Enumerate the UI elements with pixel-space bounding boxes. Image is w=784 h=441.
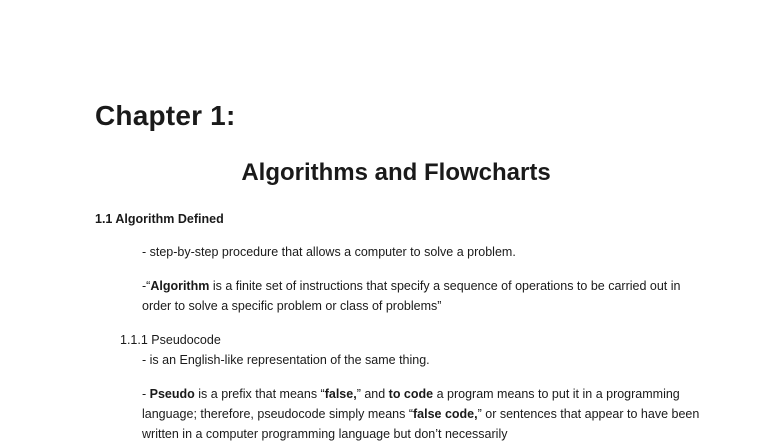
paragraph-pseudocode-definition: - is an English-like representation of the same thing. (142, 353, 430, 367)
chapter-subtitle: Algorithms and Flowcharts (241, 159, 551, 186)
term-to-code: to code (388, 387, 434, 401)
term-pseudo: Pseudo (149, 387, 195, 401)
chapter-title: Chapter 1: (95, 100, 236, 131)
term-false: false, (324, 387, 357, 401)
quote-prefix: -“ (142, 279, 151, 293)
paragraph-pseudocode-explanation (142, 384, 702, 441)
text-segment: - (142, 387, 150, 401)
section-heading: 1.1 Algorithm Defined (95, 212, 224, 226)
subsection-heading: 1.1.1 Pseudocode (120, 333, 221, 347)
text-segment: is a prefix that means “ (194, 387, 325, 401)
text-segment: ” and (356, 387, 389, 401)
paragraph-algorithm-quote (142, 276, 687, 316)
text-segment: ” or sentences that appear to have been written in a computer programming language but don’t necessarily (142, 407, 700, 441)
text-segment: a program means to put it in a programming language; therefore, pseudocode simply means “ (142, 387, 680, 421)
term-false-code: false code, (413, 407, 478, 421)
term-algorithm: Algorithm (150, 279, 210, 293)
paragraph-definition: - step-by-step procedure that allows a computer to solve a problem. (142, 245, 516, 259)
quote-rest: is a finite set of instructions that specify a sequence of operations to be carried out in order to solve a specific problem or class of problems” (142, 279, 681, 313)
